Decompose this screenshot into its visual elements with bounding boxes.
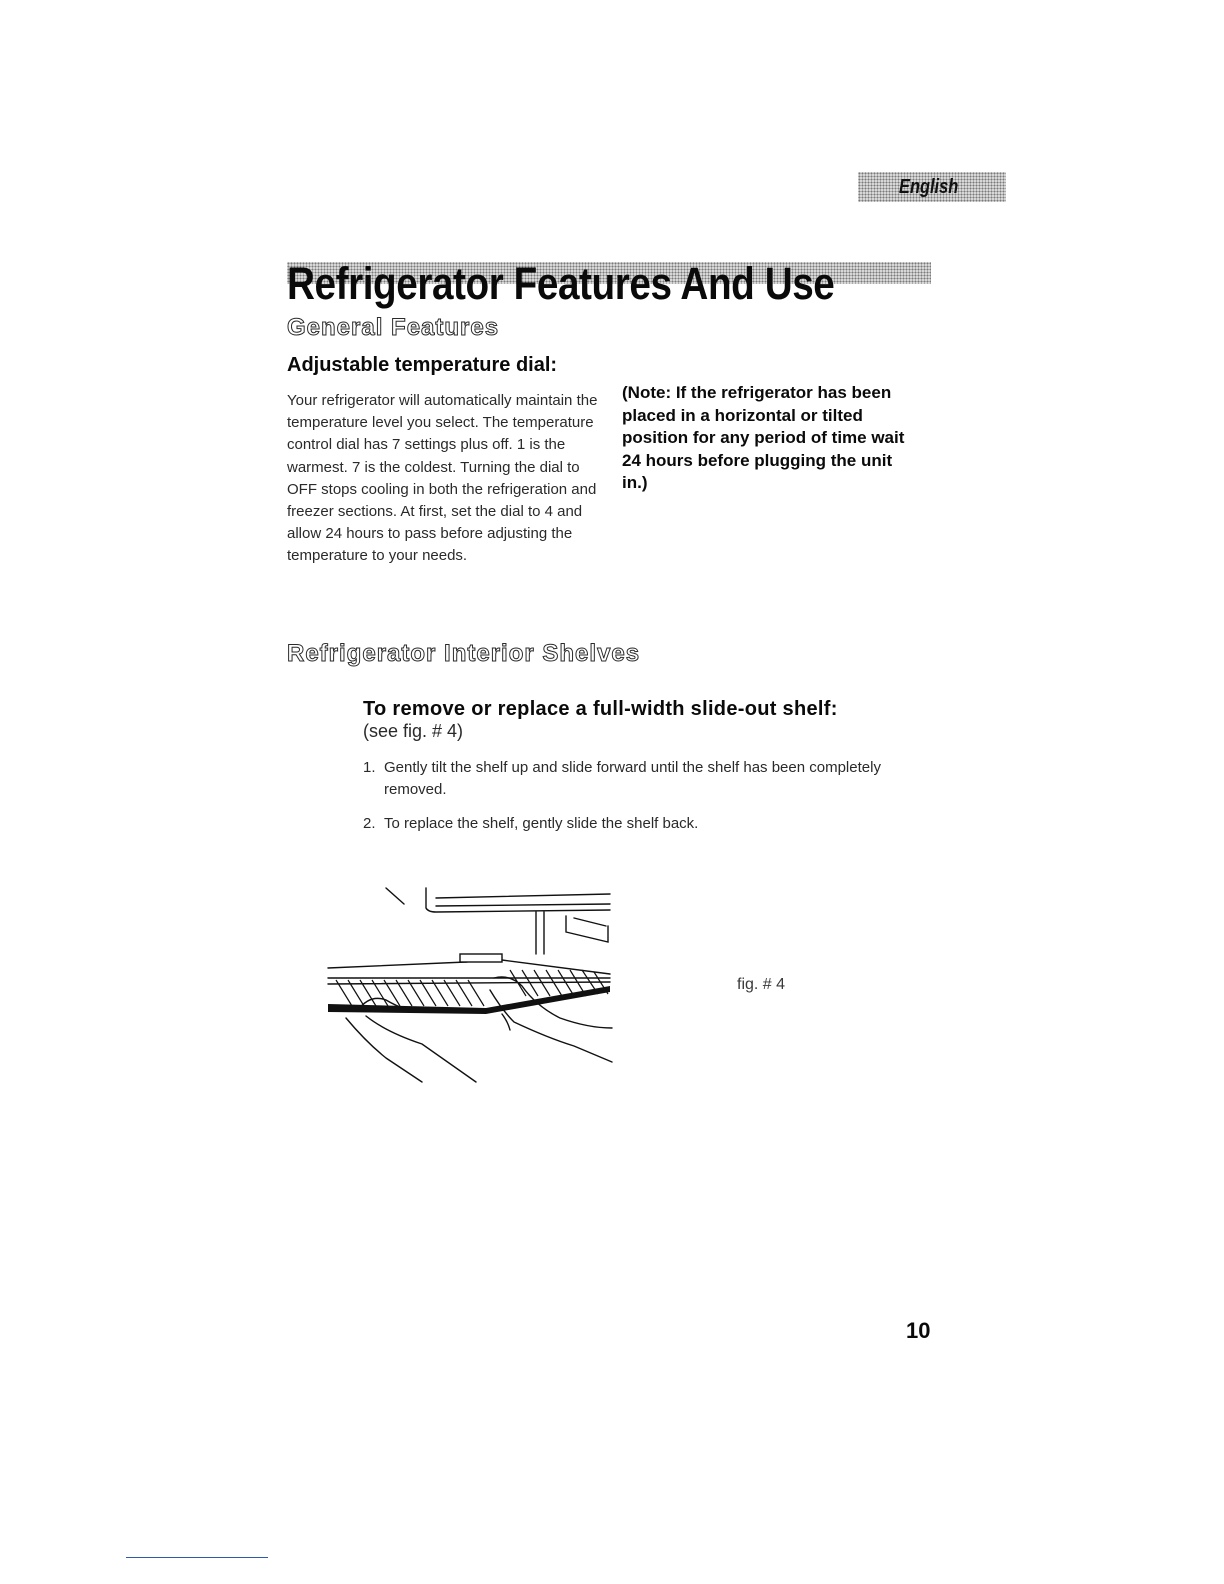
page-number: 10 bbox=[906, 1318, 931, 1343]
step-text: To replace the shelf, gently slide the shelf back. bbox=[384, 815, 699, 832]
step-item bbox=[363, 813, 903, 835]
leveling-note: (Note: If the refrigerator has been placed in a horizontal or tilted position for any period of time wait 24 hours before plugging the unit in.) bbox=[622, 383, 905, 492]
temperature-dial-heading: Adjustable temperature dial: bbox=[287, 354, 558, 376]
step-item bbox=[363, 757, 903, 801]
interior-shelves-heading: Refrigerator Interior Shelves bbox=[287, 640, 641, 667]
shelf-steps-list bbox=[363, 757, 903, 847]
page-title: Refrigerator Features And Use bbox=[287, 258, 835, 309]
step-text: Gently tilt the shelf up and slide forward until the shelf has been completely removed. bbox=[384, 759, 881, 798]
figure-caption: fig. # 4 bbox=[737, 976, 786, 993]
step-number: 2. bbox=[363, 815, 376, 832]
general-features-heading: General Features bbox=[287, 314, 500, 341]
see-figure-reference: (see fig. # 4) bbox=[363, 721, 464, 741]
shelf-removal-illustration bbox=[326, 882, 616, 1084]
step-number: 1. bbox=[363, 759, 376, 776]
language-tab bbox=[858, 172, 1006, 202]
shelf-removal-heading: To remove or replace a full-width slide-out shelf: bbox=[363, 698, 838, 720]
footnote-rule bbox=[126, 1557, 268, 1558]
language-tab-label: English bbox=[898, 176, 958, 198]
temperature-dial-body: Your refrigerator will automatically maintain the temperature level you select. The temperature control dial has 7 settings plus off. 1 is the warmest. 7 is the coldest. Turning the dial to OFF stops cooling in both the refrigeration and freezer sections. At first, set the dial to 4 and allow 24 hours to pass before adjusting the temperature to your needs. bbox=[287, 392, 598, 565]
